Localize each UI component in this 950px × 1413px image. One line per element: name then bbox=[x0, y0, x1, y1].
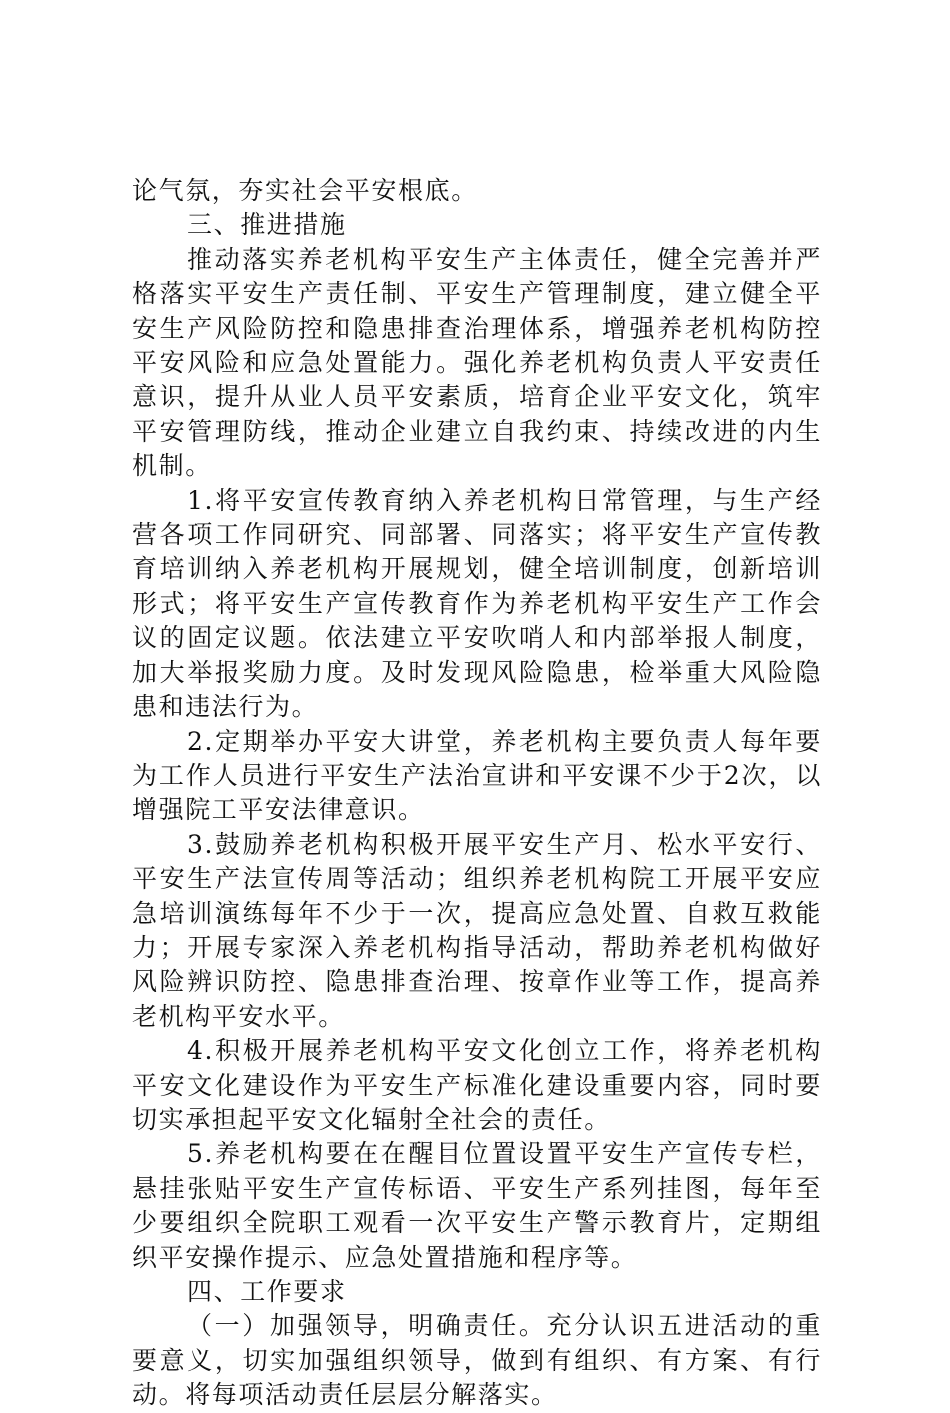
list-item-5: 5.养老机构要在在醒目位置设置平安生产宣传专栏，悬挂张贴平安生产宣传标语、平安生产系列挂图，每年至少要组织全院职工观看一次平安生产警示教育片，定期组织平安操作提示、应急处置措施和程序等。 bbox=[132, 1139, 822, 1272]
list-item-4: 4.积极开展养老机构平安文化创立工作，将养老机构平安文化建设作为平安生产标准化建设重要内容，同时要切实承担起平安文化辐射全社会的责任。 bbox=[132, 1036, 822, 1134]
document-body bbox=[132, 174, 822, 1413]
list-item-3: 3.鼓励养老机构积极开展平安生产月、松水平安行、平安生产法宣传周等活动；组织养老机构院工开展平安应急培训演练每年不少于一次，提高应急处置、自救互救能力；开展专家深入养老机构指导活动，帮助养老机构做好风险辨识防控、隐患排查治理、按章作业等工作，提高养老机构平安水平。 bbox=[132, 829, 822, 1031]
paragraph-continuation: 论气氛，夯实社会平安根底。 bbox=[132, 176, 478, 205]
section-heading-requirements: 四、工作要求 bbox=[187, 1277, 347, 1306]
paragraph-measures-intro: 推动落实养老机构平安生产主体责任，健全完善并严格落实平安生产责任制、平安生产管理制度，建立健全平安生产风险防控和隐患排查治理体系，增强养老机构防控平安风险和应急处置能力。强化养老机构负责人平安责任意识，提升从业人员平安素质，培育企业平安文化，筑牢平安管理防线，推动企业建立自我约束、持续改进的内生机制。 bbox=[132, 244, 822, 481]
list-item-1: 1.将平安宣传教育纳入养老机构日常管理，与生产经营各项工作同研究、同部署、同落实；将平安生产宣传教育培训纳入养老机构开展规划，健全培训制度，创新培训形式；将平安生产宣传教育作为养老机构平安生产工作会议的固定议题。依法建立平安吹哨人和内部举报人制度，加大举报奖励力度。及时发现风险隐患，检举重大风险隐患和违法行为。 bbox=[132, 485, 822, 722]
section-heading-measures: 三、推进措施 bbox=[187, 210, 347, 240]
list-item-2: 2.定期举办平安大讲堂，养老机构主要负责人每年要为工作人员进行平安生产法治宣讲和平安课不少于2次，以增强院工平安法律意识。 bbox=[132, 726, 822, 825]
paragraph-requirement-1: （一）加强领导，明确责任。充分认识五进活动的重要意义，切实加强组织领导，做到有组织、有方案、有行动。将每项活动责任层层分解落实。 bbox=[132, 1311, 822, 1410]
